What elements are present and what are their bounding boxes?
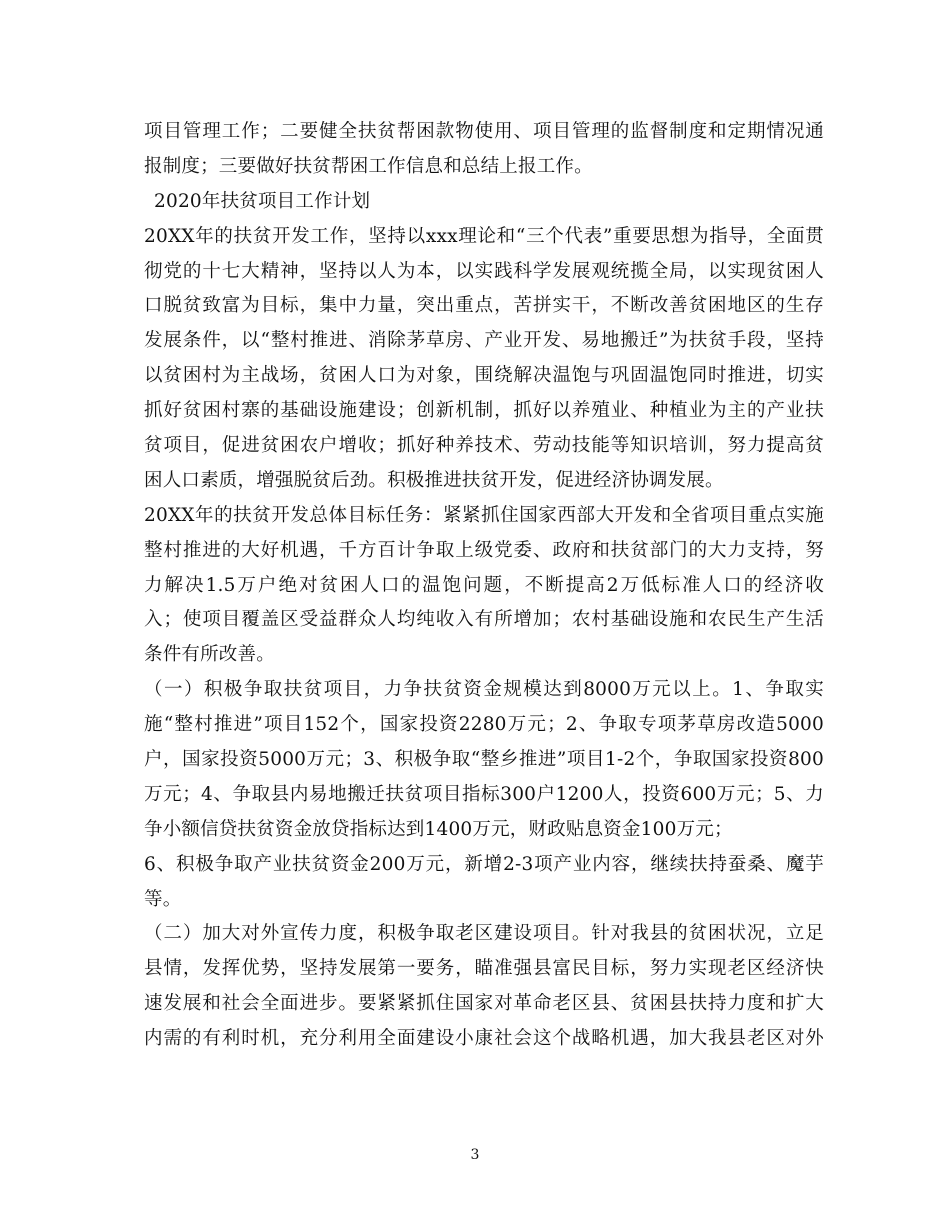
text-line: （二）加大对外宣传力度，积极争取老区建设项目。针对我县的贫困状况，立足 xyxy=(144,923,824,945)
text-line: 速发展和社会全面进步。要紧紧抓住国家对革命老区县、贫困县扶持力度和扩大 xyxy=(144,993,824,1015)
text-line: 口脱贫致富为目标，集中力量，突出重点，苦拼实干，不断改善贫困地区的生存 xyxy=(144,295,824,317)
text-line: 条件有所改善。 xyxy=(144,644,275,666)
body-text xyxy=(144,115,824,1057)
text-line: 抓好贫困村寨的基础设施建设；创新机制，抓好以养殖业、种植业为主的产业扶 xyxy=(144,400,824,422)
text-line: 万元；4、争取县内易地搬迁扶贫项目指标300户1200人，投资600万元；5、力 xyxy=(144,783,824,805)
text-line: 入；使项目覆盖区受益群众人均纯收入有所增加；农村基础设施和农民生产生活 xyxy=(144,609,824,631)
text-line: 县情，发挥优势，坚持发展第一要务，瞄准强县富民目标，努力实现老区经济快 xyxy=(144,958,824,980)
text-line: 项目管理工作；二要健全扶贫帮困款物使用、项目管理的监督制度和定期情况通 xyxy=(144,121,824,142)
text-line: 报制度；三要做好扶贫帮困工作信息和总结上报工作。 xyxy=(144,155,593,177)
section-heading: 2020年扶贫项目工作计划 xyxy=(154,190,371,212)
text-line: 20XX年的扶贫开发工作，坚持以xxx理论和“三个代表”重要思想为指导，全面贯 xyxy=(144,225,824,247)
text-line: 施“整村推进”项目152个，国家投资2280万元；2、争取专项茅草房改造5000 xyxy=(144,714,824,736)
text-line: 发展条件，以“整村推进、消除茅草房、产业开发、易地搬迁”为扶贫手段，坚持 xyxy=(144,330,824,352)
text-line: 6、积极争取产业扶贫资金200万元，新增2-3项产业内容，继续扶持蚕桑、魔芋 xyxy=(144,853,824,875)
text-line: 整村推进的大好机遇，千方百计争取上级党委、政府和扶贫部门的大力支持，努 xyxy=(144,539,824,561)
text-line: 户，国家投资5000万元；3、积极争取“整乡推进”项目1-2个，争取国家投资800 xyxy=(144,749,824,771)
text-line: 贫项目，促进贫困农户增收；抓好种养技术、劳动技能等知识培训，努力提高贫 xyxy=(144,435,824,457)
page-number: 3 xyxy=(470,1147,480,1163)
text-line: 等。 xyxy=(144,888,182,910)
text-line: 内需的有利时机，充分利用全面建设小康社会这个战略机遇，加大我县老区对外 xyxy=(144,1028,824,1050)
text-line: 力解决1.5万户绝对贫困人口的温饱问题，不断提高2万低标准人口的经济收 xyxy=(144,574,824,596)
text-line: 争小额信贷扶贫资金放贷指标达到1400万元，财政贴息资金100万元； xyxy=(144,818,733,840)
text-line: 困人口素质，增强脱贫后劲。积极推进扶贫开发，促进经济协调发展。 xyxy=(144,469,724,491)
text-line: 彻党的十七大精神，坚持以人为本，以实践科学发展观统揽全局，以实现贫困人 xyxy=(144,260,824,282)
text-line: （一）积极争取扶贫项目，力争扶贫资金规模达到8000万元以上。1、争取实 xyxy=(144,679,824,701)
text-line: 以贫困村为主战场，贫困人口为对象，围绕解决温饱与巩固温饱同时推进，切实 xyxy=(144,365,824,387)
text-line: 20XX年的扶贫开发总体目标任务：紧紧抓住国家西部大开发和全省项目重点实施 xyxy=(144,504,824,526)
